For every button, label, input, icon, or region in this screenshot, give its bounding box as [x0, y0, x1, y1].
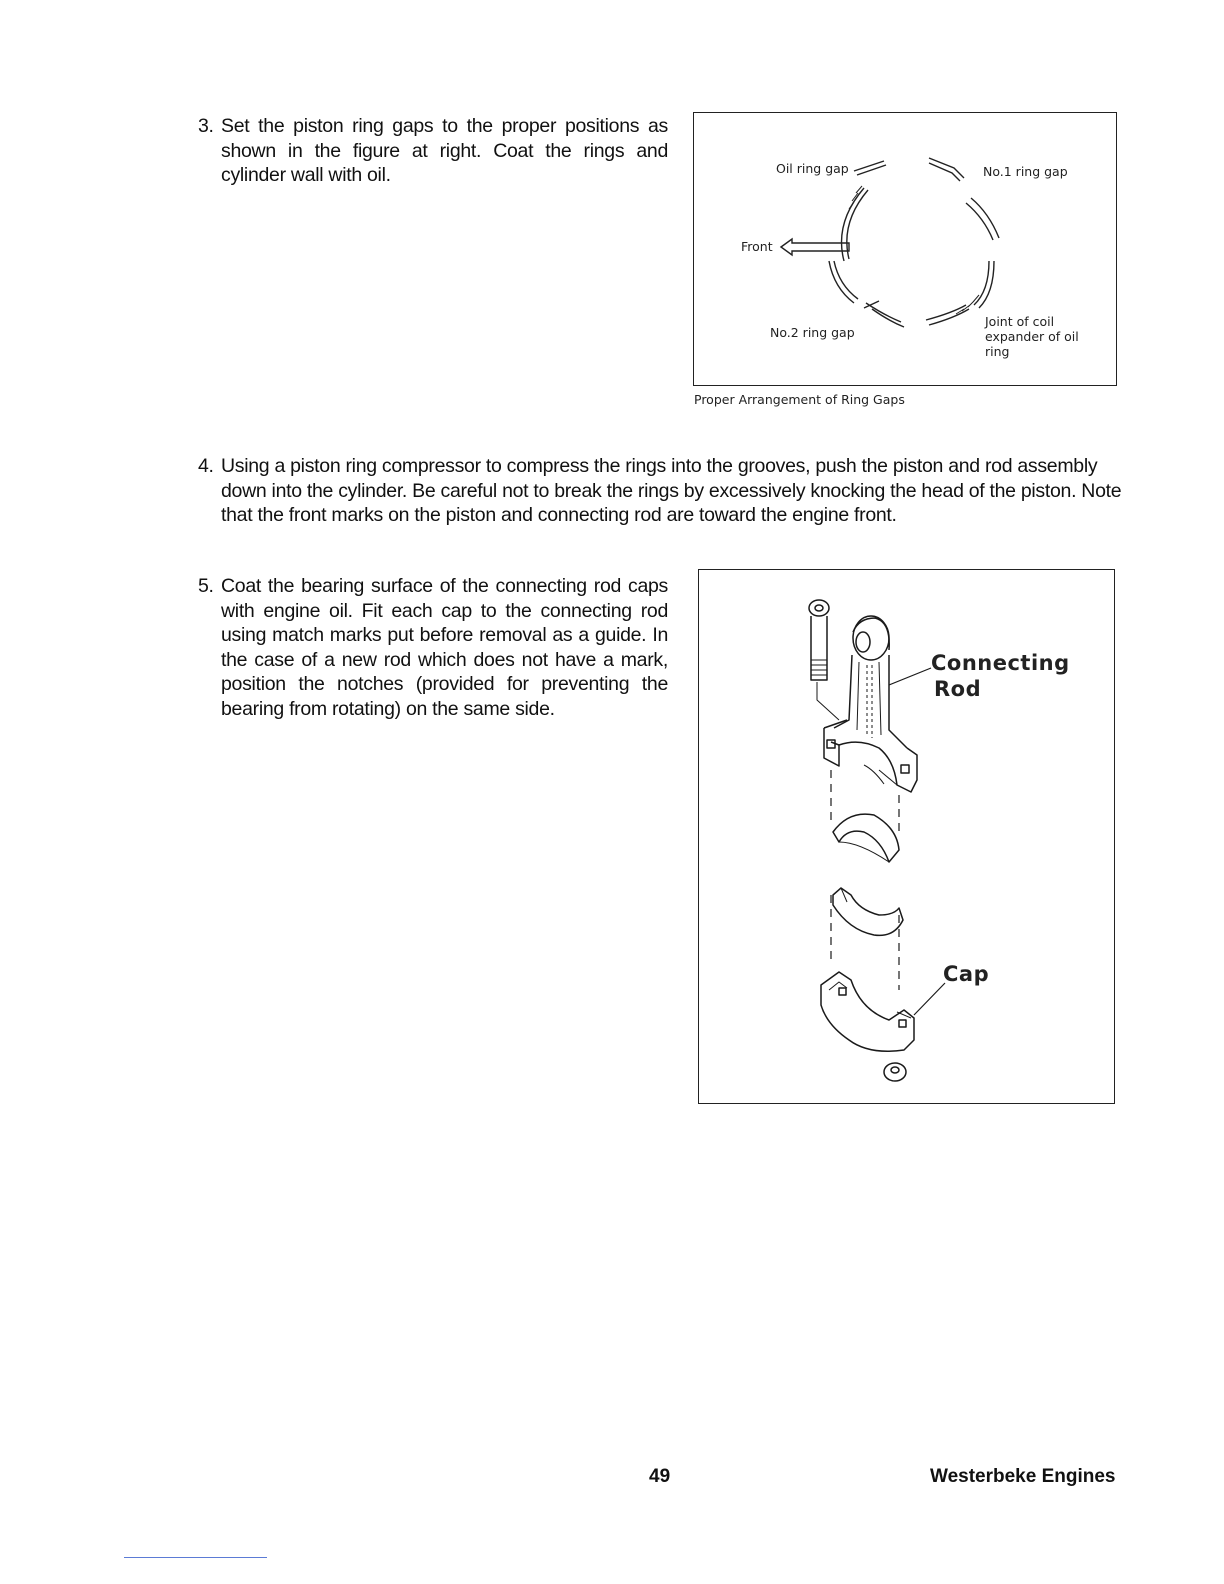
oil-ring-gap-label: Oil ring gap	[776, 161, 849, 176]
page-number: 49	[649, 1466, 671, 1487]
joint-label-line-3: ring	[985, 344, 1010, 359]
front-label: Front	[741, 239, 773, 254]
connecting-label: Connecting	[931, 651, 1070, 675]
joint-label-line-1: Joint of coil	[985, 314, 1055, 329]
step-5-text: Coat the bearing surface of the connecting rod caps with engine oil. Fit each cap to the connecting rod using match marks put before removal as a guide. In the case of a new rod which does not have a mark, position the notches (provided for preventing the bearing from rotating) on the same side.	[221, 575, 668, 720]
no2-ring-gap-label: No.2 ring gap	[770, 325, 855, 340]
step-4-number: 4.	[198, 455, 214, 477]
ring-gap-figure	[693, 112, 1117, 386]
step-5-number: 5.	[198, 575, 214, 597]
step-4	[198, 454, 1123, 528]
step-3-text: Set the piston ring gaps to the proper positions as shown in the figure at right. Coat the rings and cylinder wall with oil.	[221, 115, 668, 186]
ring-gap-caption: Proper Arrangement of Ring Gaps	[694, 392, 905, 407]
step-3	[198, 114, 668, 188]
step-3-number: 3.	[198, 115, 214, 137]
cap-label: Cap	[943, 962, 990, 986]
rod-label: Rod	[934, 677, 982, 701]
step-5	[198, 574, 668, 721]
no1-ring-gap-label: No.1 ring gap	[983, 164, 1068, 179]
step-4-text: Using a piston ring compressor to compress the rings into the grooves, push the piston and rod assembly down into the cylinder. Be careful not to break the rings by excessively knocking the head of the piston. Note that the front marks on the piston and connecting rod are toward the engine front.	[221, 455, 1122, 526]
joint-label-line-2: expander of oil	[985, 329, 1079, 344]
connecting-rod-figure	[698, 569, 1115, 1104]
bottom-rule	[124, 1557, 267, 1558]
footer-brand: Westerbeke Engines	[930, 1466, 1116, 1487]
